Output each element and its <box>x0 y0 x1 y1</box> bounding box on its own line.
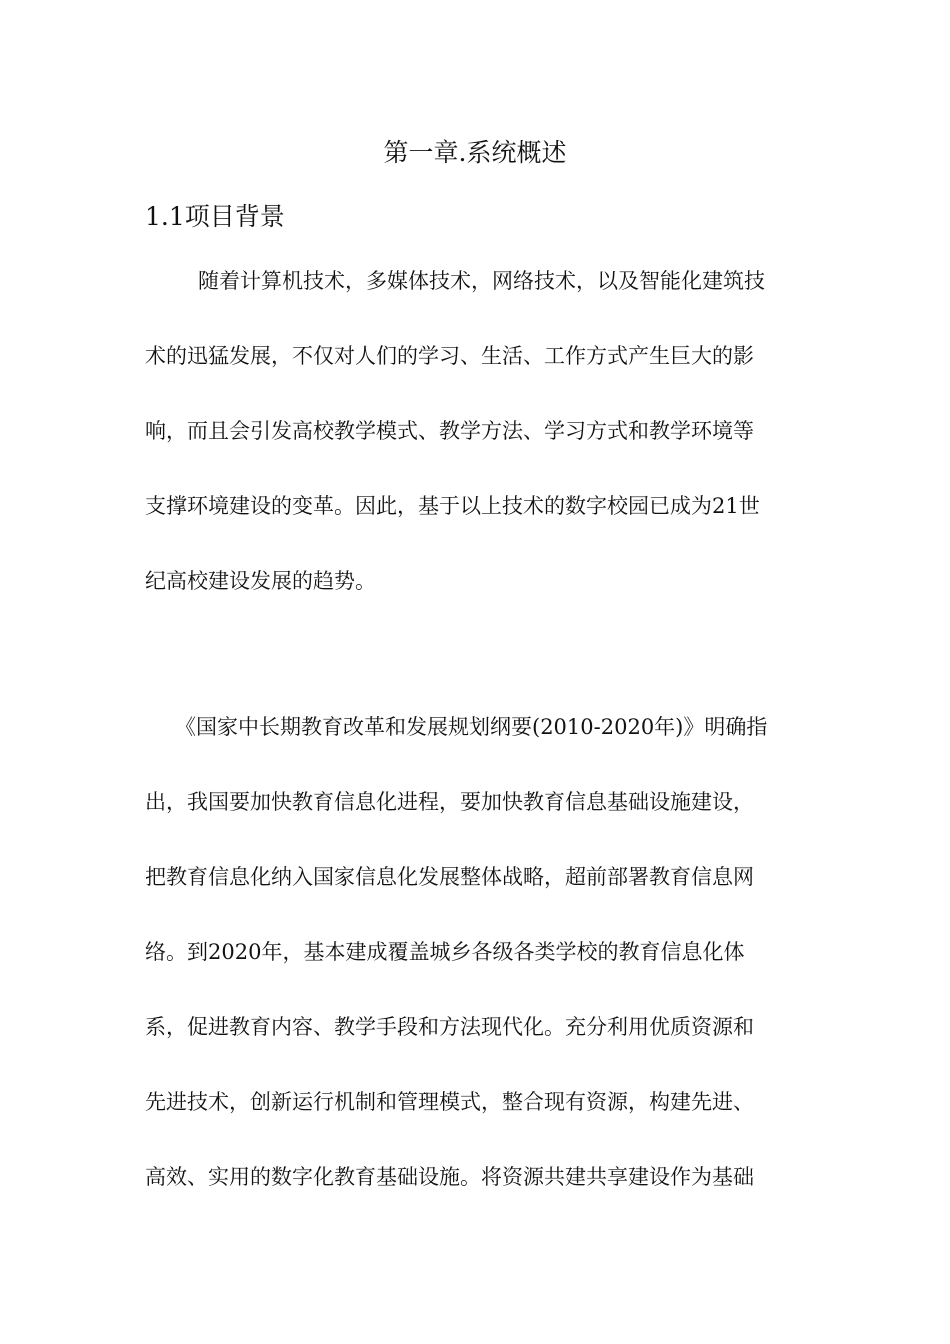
paragraph-line: 纪高校建设发展的趋势。 <box>145 569 376 593</box>
paragraph-line: 支撑环境建设的变革。因此，基于以上技术的数字校园已成为21世 <box>145 494 760 518</box>
paragraph-line: 先进技术，创新运行机制和管理模式，整合现有资源，构建先进、 <box>145 1090 754 1114</box>
paragraph-line: 高效、实用的数字化教育基础设施。将资源共建共享建设作为基础 <box>145 1165 754 1189</box>
section-heading: 1.1项目背景 <box>145 202 285 231</box>
paragraph-line: 响，而且会引发高校教学模式、教学方法、学习方式和教学环境等 <box>145 419 754 443</box>
paragraph-line: 术的迅猛发展，不仅对人们的学习、生活、工作方式产生巨大的影 <box>145 344 754 368</box>
paragraph-line: 出，我国要加快教育信息化进程，要加快教育信息基础设施建设， <box>145 790 754 814</box>
paragraph-project-background-2 <box>145 710 810 1235</box>
paragraph-line: 《国家中长期教育改革和发展规划纲要(2010-2020年)》明确指 <box>175 715 768 739</box>
chapter-title: 第一章.系统概述 <box>383 138 567 167</box>
paragraph-line: 系，促进教育内容、教学手段和方法现代化。充分利用优质资源和 <box>145 1015 754 1039</box>
paragraph-project-background-1 <box>145 264 810 639</box>
paragraph-line: 络。到2020年，基本建成覆盖城乡各级各类学校的教育信息化体 <box>145 940 745 964</box>
paragraph-line: 随着计算机技术，多媒体技术，网络技术，以及智能化建筑技 <box>198 269 765 293</box>
paragraph-line: 把教育信息化纳入国家信息化发展整体战略，超前部署教育信息网 <box>145 865 754 889</box>
